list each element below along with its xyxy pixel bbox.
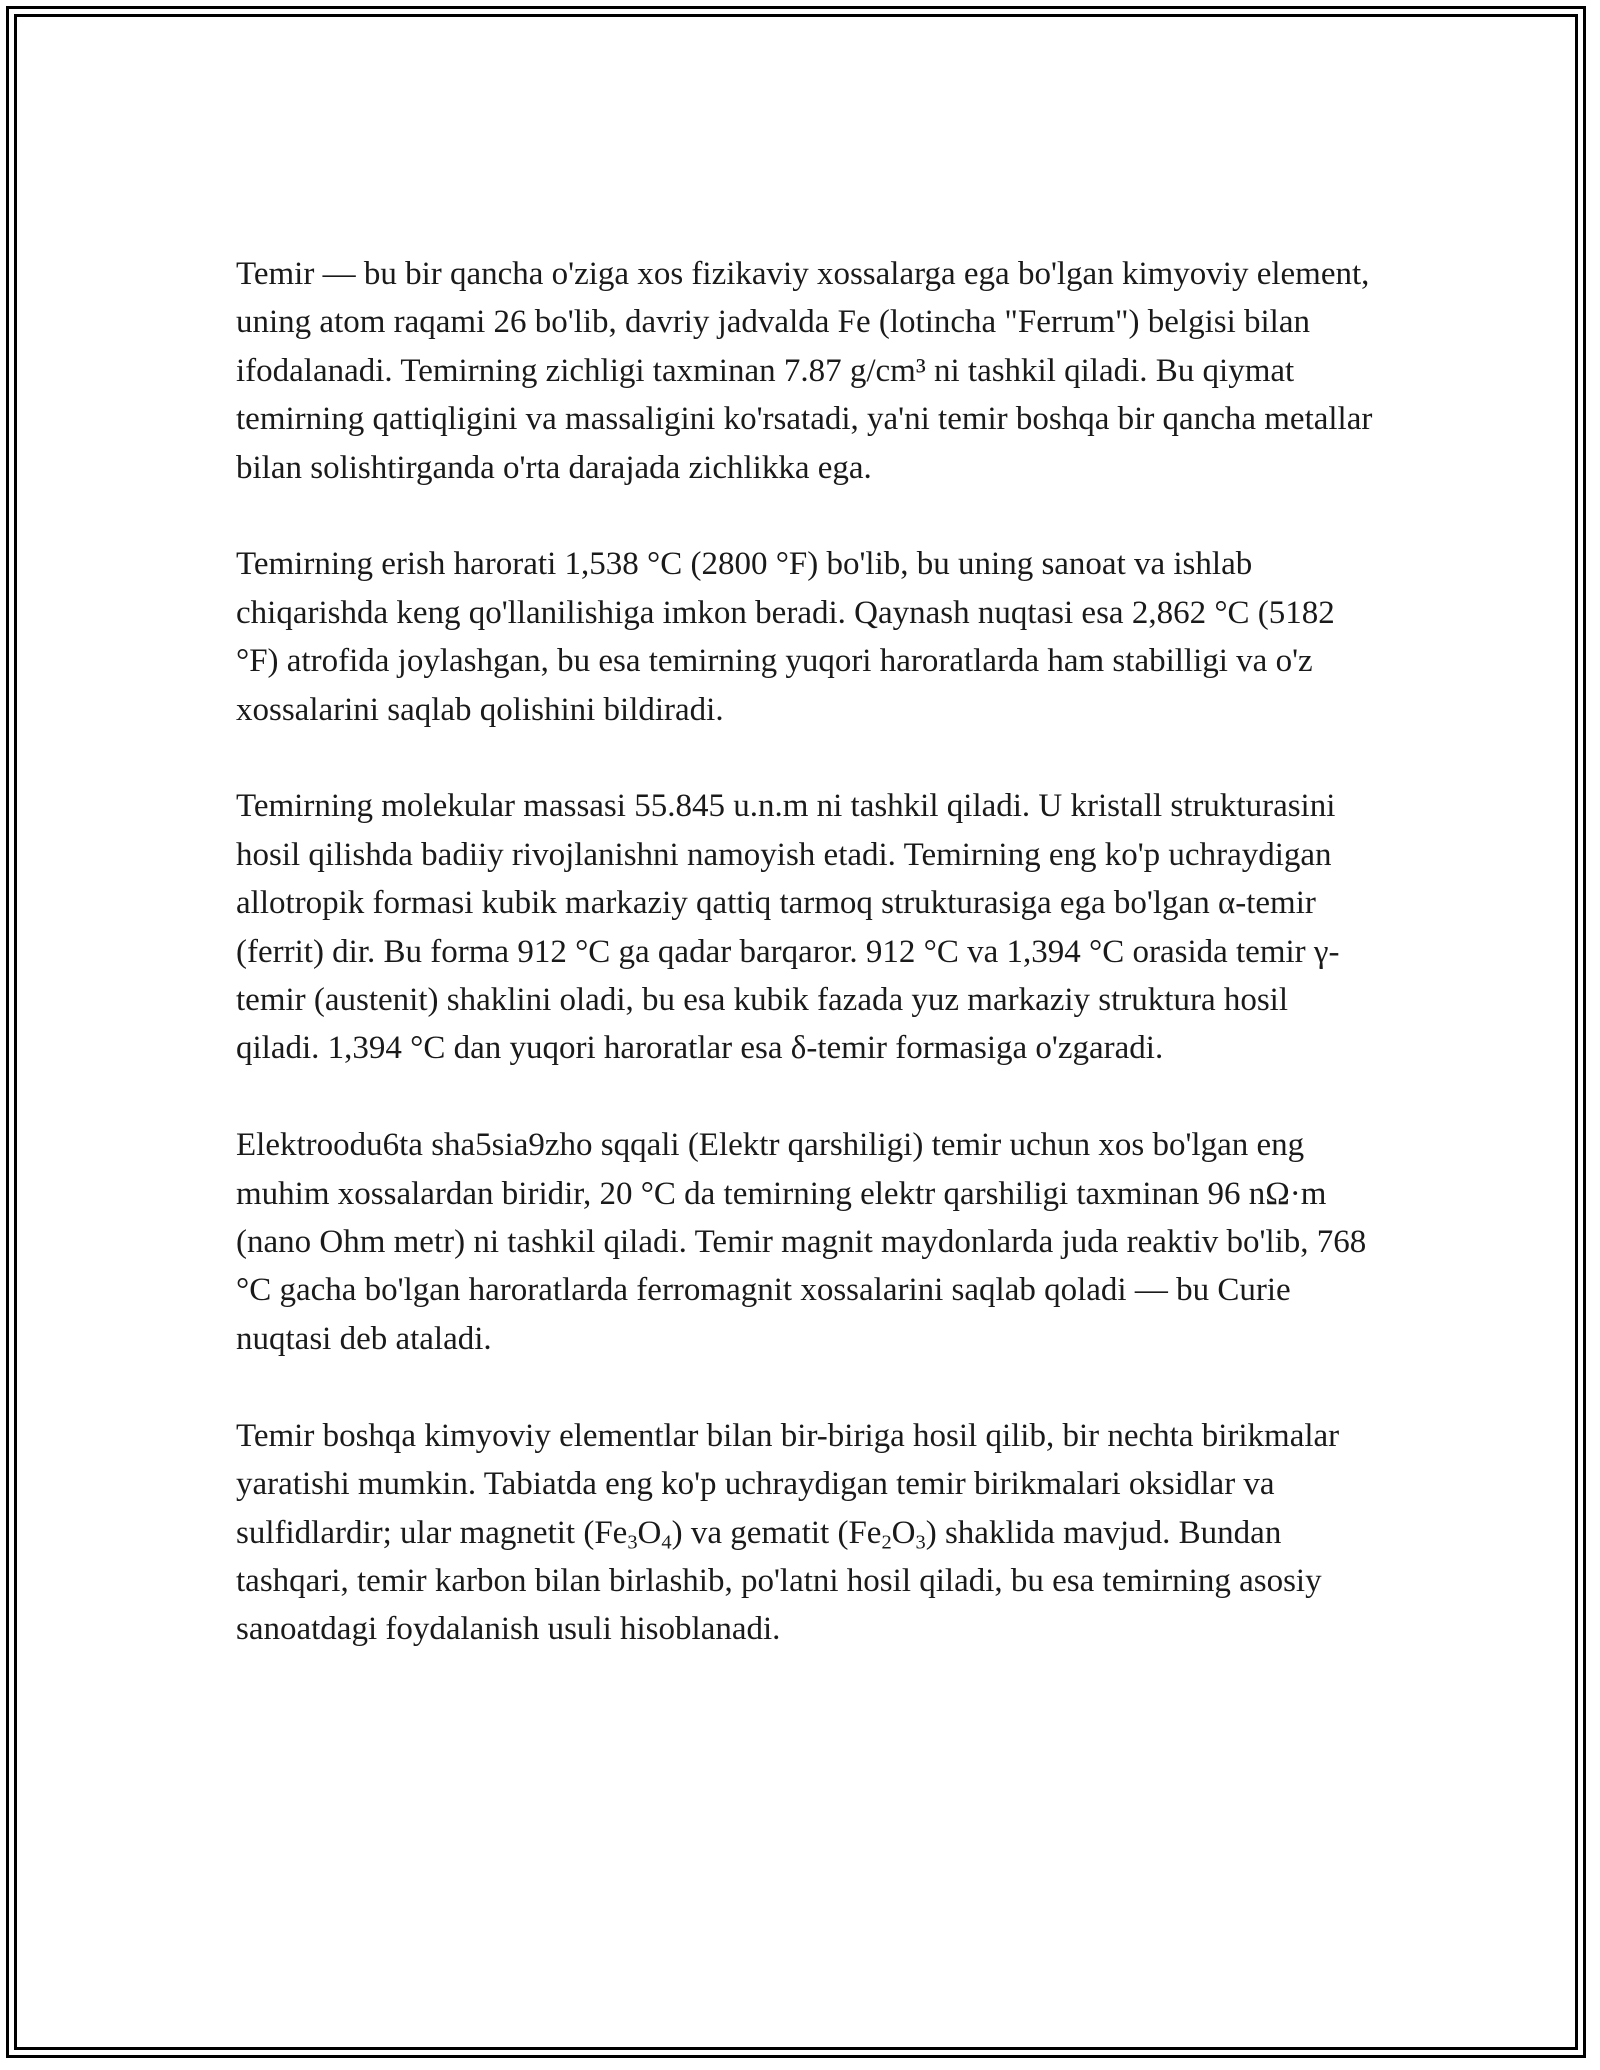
paragraph-5-text-middle: ) va gematit ( <box>671 1514 849 1551</box>
document-body <box>236 250 1376 1654</box>
paragraph-4: Elektroodu6ta sha5sia9zho sqqali (Elektr qarshiligi) temir uchun xos bo'lgan eng muhim xossalardan biridir, 20 °C da temirning elektr qarshiligi taxminan 96 nΩ·m (nano Ohm metr) ni tashkil qiladi. Temir magnit maydonlarda juda reaktiv bo'lib, 768 °C gacha bo'lgan haroratlarda ferromagnit xossalarini saqlab qoladi — bu Curie nuqtasi deb ataladi. <box>236 1127 1367 1357</box>
paragraph-5 <box>236 1412 1376 1654</box>
paragraph-5-text-before: Temir boshqa kimyoviy elementlar bilan bir-biriga hosil qilib, bir nechta birikmalar yaratishi mumkin. Tabiatda eng ko'p uchraydigan temir birikmalari oksidlar va sulfidlardir; ular magnetit ( <box>236 1417 1340 1551</box>
paragraph-3: Temirning molekular massasi 55.845 u.n.m ni tashkil qiladi. U kristall strukturasini hosil qilishda badiiy rivojlanishni namoyish etadi. Temirning eng ko'p uchraydigan allotropik formasi kubik markaziy qattiq tarmoq strukturasiga ega bo'lgan α-temir (ferrit) dir. Bu forma 912 °C ga qadar barqaror. 912 °C va 1,394 °C orasida temir γ-temir (austenit) shaklini oladi, bu esa kubik fazada yuz markaziy struktura hosil qiladi. 1,394 °C dan yuqori haroratlar esa δ-temir formasiga o'zgaradi. <box>236 788 1340 1067</box>
paragraph-2: Temirning erish harorati 1,538 °C (2800 °F) bo'lib, bu uning sanoat va ishlab chiqarishda keng qo'llanilishiga imkon beradi. Qaynash nuqtasi esa 2,862 °C (5182 °F) atrofida joylashgan, bu esa temirning yuqori haroratlarda ham stabilligi va o'z xossalarini saqlab qolishini bildiradi. <box>236 546 1335 728</box>
hematite-formula: $Fe_2O_3$ <box>848 1514 926 1554</box>
magnetite-formula: $Fe_3O_4$ <box>594 1514 672 1554</box>
paragraph-5-text-after: ) shaklida mavjud. Bundan tashqari, temir karbon bilan birlashib, po'latni hosil qiladi, bu esa temirning asosiy sanoatdagi foydalanish usuli hisoblanadi. <box>236 1514 1322 1648</box>
paragraph-1: Temir — bu bir qancha o'ziga xos fizikaviy xossalarga ega bo'lgan kimyoviy element, uning atom raqami 26 bo'lib, davriy jadvalda Fe (lotincha "Ferrum") belgisi bilan ifodalanadi. Temirning zichligi taxminan 7.87 g/cm³ ni tashkil qiladi. Bu qiymat temirning qattiqligini va massaligini ko'rsatadi, ya'ni temir boshqa bir qancha metallar bilan solishtirganda o'rta darajada zichlikka ega. <box>236 256 1373 486</box>
